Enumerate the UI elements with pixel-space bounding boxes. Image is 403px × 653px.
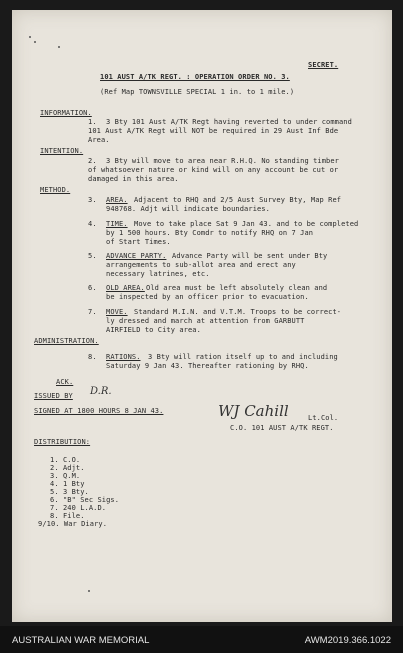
item-title: RATIONS. — [106, 353, 141, 361]
item-line: Advance Party will be sent under Bty — [172, 252, 328, 260]
item-line: 3 Bty will ration itself up to and including — [148, 353, 338, 361]
footer-institution: AUSTRALIAN WAR MEMORIAL — [12, 635, 150, 646]
para-number: 8. — [88, 353, 97, 361]
item-title: AREA. — [106, 196, 128, 204]
item-line: by 1 500 hours. Bty Comdr to notify RHQ on 7 Jan — [106, 229, 314, 237]
item-line: be inspected by an officer prior to evacuation. — [106, 293, 309, 301]
intention-line: of whatsoever nature or kind will on any account be cut or — [88, 166, 339, 174]
issued-by-label: ISSUED BY — [34, 392, 73, 400]
punch-hole — [29, 36, 31, 38]
para-number: 7. — [88, 308, 97, 316]
issued-by-initials: D.R. — [90, 386, 112, 397]
map-reference: (Ref Map TOWNSVILLE SPECIAL 1 in. to 1 mile.) — [100, 88, 295, 96]
heading-distribution: DISTRIBUTION: — [34, 438, 91, 446]
heading-method: METHOD. — [40, 186, 71, 194]
distribution-item: 1. C.O. — [50, 456, 81, 464]
information-line: 101 Aust A/TK Regt will NOT be required in 29 Aust Inf Bde — [88, 127, 339, 135]
para-number: 1. — [88, 118, 97, 126]
signed-at-line: SIGNED AT 1800 HOURS 8 JAN 43. — [34, 407, 164, 415]
item-line: Saturday 9 Jan 43. Thereafter rationing by RHQ. — [106, 362, 309, 370]
signatory-title: C.O. 101 AUST A/TK REGT. — [230, 424, 334, 432]
heading-information: INFORMATION. — [40, 109, 92, 117]
item-line: Adjacent to RHQ and 2/5 Aust Survey Bty, Map Ref — [134, 196, 342, 204]
item-line: Standard M.I.N. and V.T.M. Troops to be correct- — [134, 308, 342, 316]
item-line: 948768. Adjt will indicate boundaries. — [106, 205, 270, 213]
distribution-item: 5. 3 Bty. — [50, 488, 89, 496]
distribution-item: 2. Adjt. — [50, 464, 85, 472]
distribution-item: 6. "B" Sec Sigs. — [50, 496, 120, 504]
document-page — [12, 10, 392, 622]
signatory-rank: Lt.Col. — [308, 414, 339, 422]
item-line: Move to take place Sat 9 Jan 43. and to be completed — [134, 220, 359, 228]
item-title: OLD AREA. — [106, 284, 145, 292]
information-line: Area. — [88, 136, 110, 144]
item-title: TIME. — [106, 220, 128, 228]
para-number: 6. — [88, 284, 97, 292]
distribution-item: 4. 1 Bty — [50, 480, 85, 488]
punch-hole — [58, 46, 60, 48]
archive-footer — [0, 626, 403, 653]
distribution-item: 9/10. War Diary. — [38, 520, 108, 528]
secret-marking: SECRET. — [308, 61, 339, 69]
punch-hole — [34, 41, 36, 43]
item-line: ly dressed and march at attention from GARBUTT — [106, 317, 305, 325]
footer-accession-number: AWM2019.366.1022 — [304, 635, 391, 646]
item-line: AIRFIELD to City area. — [106, 326, 201, 334]
item-line: necessary latrines, etc. — [106, 270, 210, 278]
heading-administration: ADMINISTRATION. — [34, 337, 99, 345]
item-line: of Start Times. — [106, 238, 171, 246]
punch-hole — [88, 590, 90, 592]
order-title: 101 AUST A/TK REGT. : OPERATION ORDER NO. 3. — [100, 73, 290, 81]
para-number: 4. — [88, 220, 97, 228]
item-title: ADVANCE PARTY. — [106, 252, 167, 260]
para-number: 3. — [88, 196, 97, 204]
item-title: MOVE. — [106, 308, 128, 316]
distribution-item: 3. Q.M. — [50, 472, 81, 480]
ack-label: ACK. — [56, 378, 74, 386]
distribution-item: 7. 240 L.A.D. — [50, 504, 107, 512]
heading-intention: INTENTION. — [40, 147, 84, 155]
item-line: Old area must be left absolutely clean and — [146, 284, 328, 292]
para-number: 5. — [88, 252, 97, 260]
distribution-item: 8. File. — [50, 512, 85, 520]
para-number: 2. — [88, 157, 97, 165]
handwritten-signature: WJ Cahill — [218, 402, 289, 420]
intention-line: 3 Bty will move to area near R.H.Q. No standing timber — [106, 157, 339, 165]
item-line: arrangements to sub-allot area and erect any — [106, 261, 296, 269]
intention-line: damaged in this area. — [88, 175, 179, 183]
information-line: 3 Bty 101 Aust A/TK Regt having reverted to under command — [106, 118, 352, 126]
